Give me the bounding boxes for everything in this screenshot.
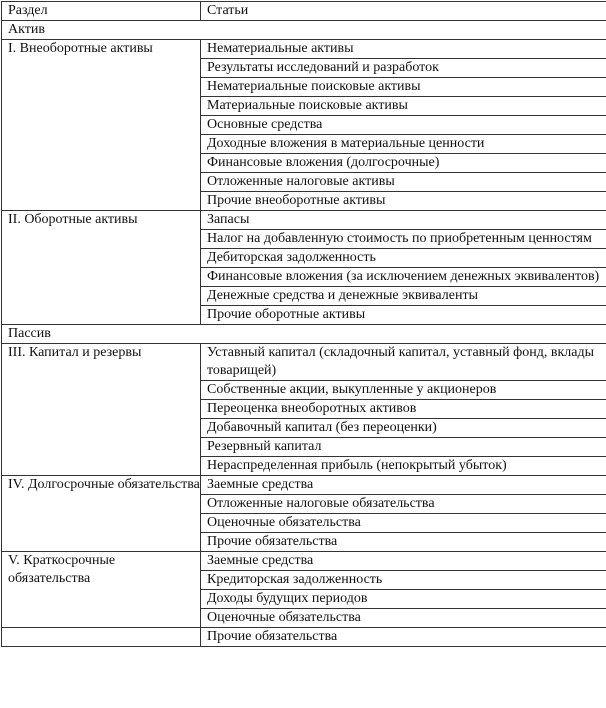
section-title: III. Капитал и резервы	[2, 344, 201, 476]
table-row	[2, 211, 606, 230]
item-cell: Нераспределенная прибыль (непокрытый убыток)	[201, 457, 606, 476]
item-cell: Основные средства	[201, 116, 606, 135]
item-cell: Финансовые вложения (долгосрочные)	[201, 154, 606, 173]
table-row	[2, 476, 606, 495]
item-cell: Прочие обязательства	[201, 533, 606, 552]
item-cell: Заемные средства	[201, 476, 606, 495]
balance-sheet-table	[1, 1, 606, 647]
table-row	[2, 552, 606, 571]
table-row	[2, 344, 606, 381]
item-cell: Нематериальные активы	[201, 40, 606, 59]
header-row	[2, 2, 606, 21]
empty-cell	[2, 628, 201, 647]
header-items: Статьи	[201, 2, 606, 21]
item-cell: Оценочные обязательства	[201, 514, 606, 533]
item-cell: Прочие оборотные активы	[201, 306, 606, 325]
table-row	[2, 40, 606, 59]
item-cell: Резервный капитал	[201, 438, 606, 457]
item-cell: Собственные акции, выкупленные у акционеров	[201, 381, 606, 400]
item-cell: Запасы	[201, 211, 606, 230]
item-cell: Кредиторская задолженность	[201, 571, 606, 590]
section-title: V. Краткосрочные обязательства	[2, 552, 201, 628]
liabilities-heading-row	[2, 325, 606, 344]
assets-heading: Актив	[2, 21, 606, 40]
table-row	[2, 628, 606, 647]
item-cell: Результаты исследований и разработок	[201, 59, 606, 78]
item-cell: Прочие внеоборотные активы	[201, 192, 606, 211]
header-section: Раздел	[2, 2, 201, 21]
item-cell: Уставный капитал (складочный капитал, уставный фонд, вклады товарищей)	[201, 344, 606, 381]
item-cell: Заемные средства	[201, 552, 606, 571]
item-cell: Отложенные налоговые обязательства	[201, 495, 606, 514]
item-cell: Дебиторская задолженность	[201, 249, 606, 268]
item-cell: Денежные средства и денежные эквиваленты	[201, 287, 606, 306]
liabilities-heading: Пассив	[2, 325, 606, 344]
item-cell: Материальные поисковые активы	[201, 97, 606, 116]
item-cell: Нематериальные поисковые активы	[201, 78, 606, 97]
item-cell: Оценочные обязательства	[201, 609, 606, 628]
section-title: IV. Долгосрочные обязательства	[2, 476, 201, 552]
item-cell: Доходные вложения в материальные ценности	[201, 135, 606, 154]
item-cell: Прочие обязательства	[201, 628, 606, 647]
item-cell: Налог на добавленную стоимость по приобретенным ценностям	[201, 230, 606, 249]
assets-heading-row	[2, 21, 606, 40]
item-cell: Переоценка внеоборотных активов	[201, 400, 606, 419]
section-title: I. Внеоборотные активы	[2, 40, 201, 211]
item-cell: Отложенные налоговые активы	[201, 173, 606, 192]
item-cell: Доходы будущих периодов	[201, 590, 606, 609]
section-title: II. Оборотные активы	[2, 211, 201, 325]
item-cell: Добавочный капитал (без переоценки)	[201, 419, 606, 438]
item-cell: Финансовые вложения (за исключением денежных эквивалентов)	[201, 268, 606, 287]
